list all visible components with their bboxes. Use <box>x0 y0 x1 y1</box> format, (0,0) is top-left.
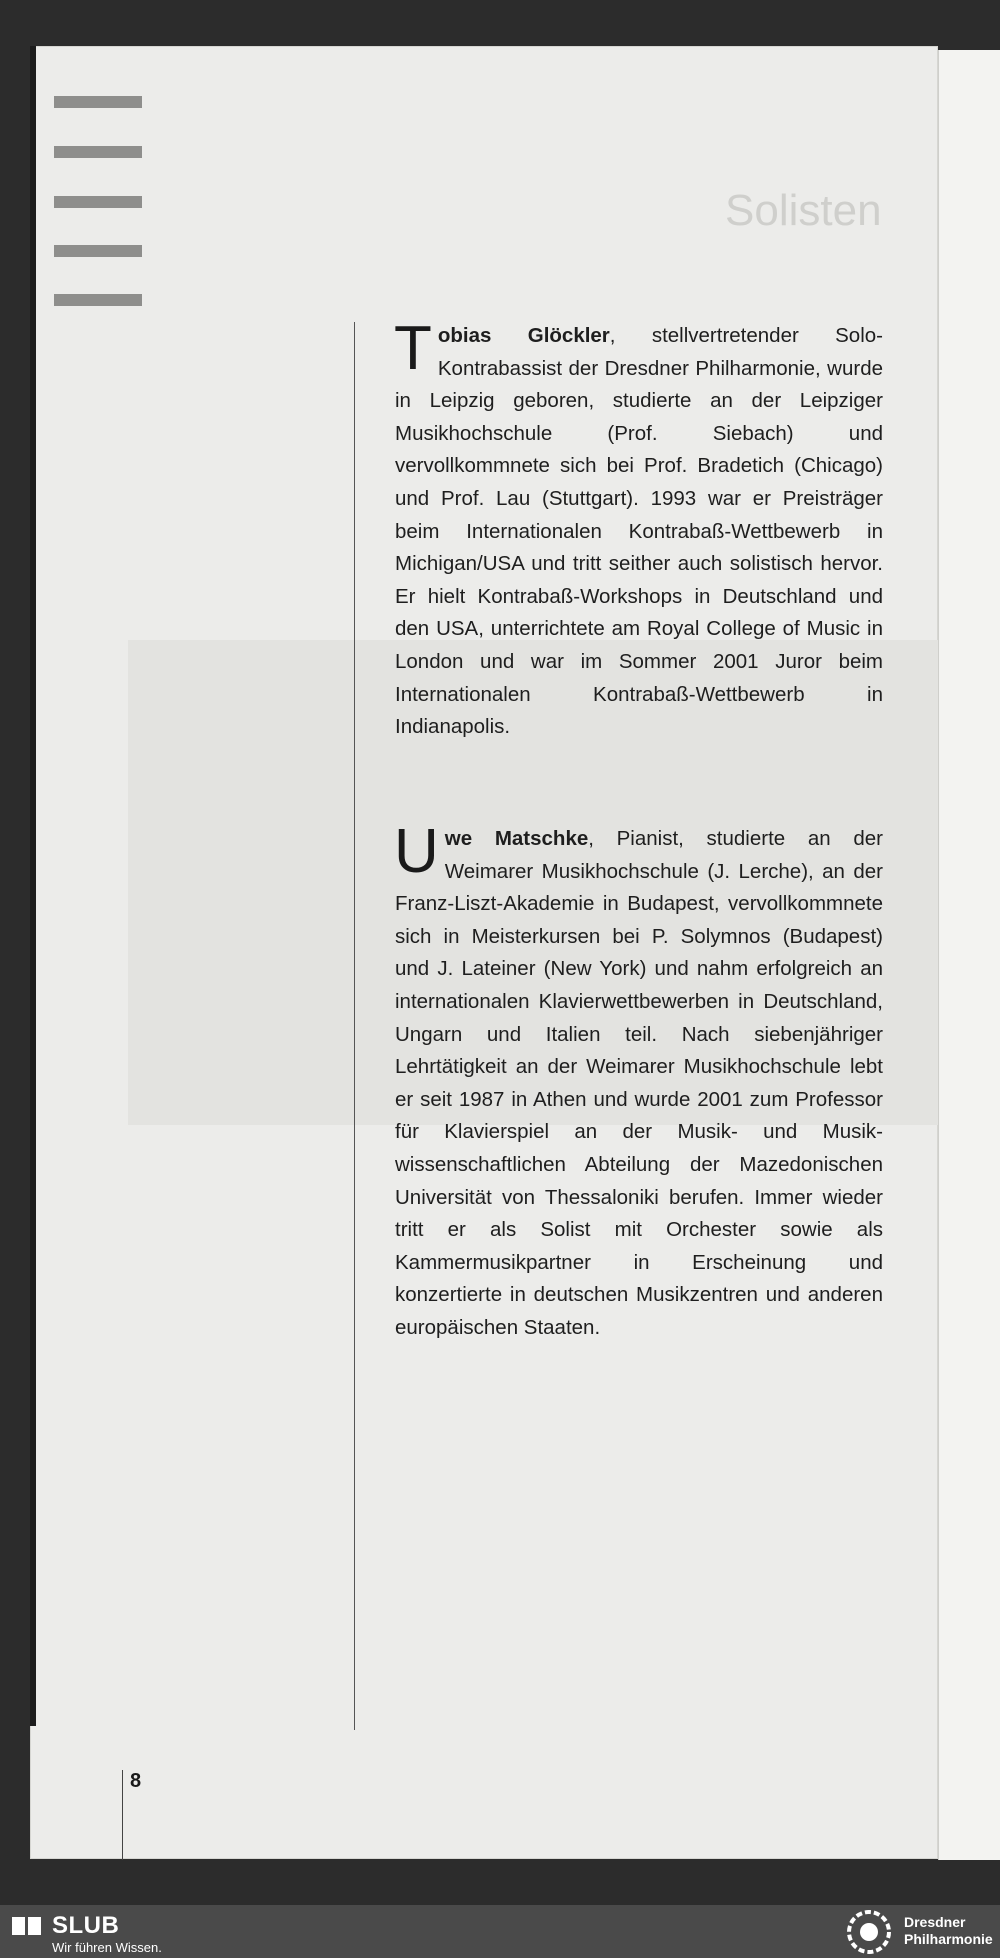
column-rule <box>354 322 355 1730</box>
bio-text: , stellvertretender Solo-Kontrabassist der Dresdner Philharmonie, wurde in Leipzig geboren, studierte an der Leipziger Musikhochschule (Prof. Siebach) und vervollkommnete sich bei Prof. Bradetich (Chicago) und Prof. Lau (Stuttgart). 1993 war er Preisträger beim Internationalen Kontrabaß-Wettbewerb in Michigan/USA und tritt seither auch solistisch hervor. Er hielt Kontrabaß-Workshops in Deutschland und den USA, unterrichtete am Royal College of Music in London und war im Sommer 2001 Juror beim Internationalen Kontrabaß-Wettbewerb in Indianapolis. <box>395 324 883 739</box>
show-through-title: Solisten <box>725 186 882 235</box>
decorative-stripe <box>54 245 142 257</box>
bio-name: we Matschke <box>444 827 589 850</box>
philharmonie-name-line2: Philharmonie <box>904 1931 993 1947</box>
viewer-footer <box>0 1905 1000 1958</box>
bio-text: , Pianist, studierte an der Weimarer Musikhochschule (J. Lerche), an der Franz-Liszt-Akademie in Budapest, vervollkommnete sich in Meisterkursen bei P. Solymnos (Budapest) und J. Lateiner (New York) und nahm erfolgreich an internationalen Klavierwettbewerben in Deutschland, Ungarn und Italien teil. Nach siebenjähriger Lehrtätigkeit an der Weimarer Musikhochschule lebt er seit 1987 in Athen und wurde 2001 zum Professor für Klavierspiel an der Musik- und Musikwissenschaftlichen Abteilung der Mazedonischen Universität von Thessaloniki berufen. Immer wieder tritt er als Solist mit Orchester sowie als Kammermusikpartner in Erscheinung und konzertierte in deutschen Musikzentren und anderen europäischen Staaten. <box>395 827 883 1339</box>
decorative-stripe <box>54 196 142 208</box>
bio-tobias-gloeckler <box>394 314 883 744</box>
page-number: 8 <box>130 1770 142 1792</box>
binding-shadow <box>30 46 36 1726</box>
slub-tagline: Wir führen Wissen. <box>52 1940 162 1955</box>
bio-uwe-matschke <box>394 817 883 1345</box>
philharmonie-name-line1: Dresdner <box>904 1914 966 1930</box>
philharmonie-logo-icon <box>842 1909 896 1955</box>
bio-name: obias Glöckler <box>437 324 610 347</box>
slub-name: SLUB <box>52 1912 120 1939</box>
philharmonie-name <box>904 1914 993 1948</box>
page-number-rule <box>122 1770 123 1860</box>
decorative-stripe <box>54 146 142 158</box>
drop-cap: T <box>394 314 432 383</box>
drop-cap: U <box>394 817 439 886</box>
facing-page-edge <box>938 50 1000 1860</box>
slub-logo-icon <box>12 1915 42 1937</box>
decorative-stripe <box>54 96 142 108</box>
decorative-stripe <box>54 294 142 306</box>
